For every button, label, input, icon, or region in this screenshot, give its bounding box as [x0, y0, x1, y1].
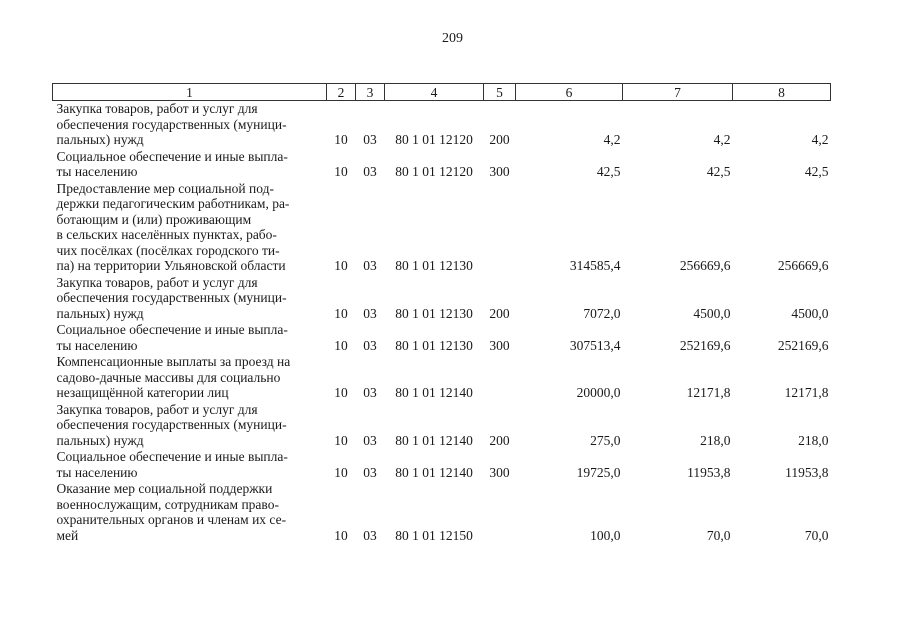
target-article-code: 80 1 01 12120 [395, 132, 473, 147]
row-description-line: Социальное обеспечение и иные выпла- [56, 148, 288, 164]
row-description-line: ты населению [56, 337, 138, 353]
row-description [53, 481, 327, 544]
row-description-line: па) на территории Ульяновской области [56, 258, 286, 273]
table-row [53, 275, 831, 323]
target-article-code: 80 1 01 12130 [395, 305, 473, 321]
expense-type-code [484, 181, 516, 275]
expense-type-code: 300 [489, 464, 510, 480]
amount-col-6: 19725,0 [576, 464, 621, 480]
row-description [53, 275, 327, 323]
row-description-line: Закупка товаров, работ и услуг для [56, 401, 258, 417]
target-article-code: 80 1 01 12130 [395, 258, 473, 273]
section-code: 10 [334, 385, 348, 400]
row-description-line: Закупка товаров, работ и услуг для [56, 101, 258, 116]
expense-type-code: 200 [489, 305, 510, 321]
table-header-row [53, 84, 831, 101]
expense-type-code [484, 481, 516, 544]
section-code: 10 [334, 527, 348, 543]
section-code: 10 [334, 258, 348, 273]
target-article-code: 80 1 01 12120 [395, 164, 473, 179]
amount-col-8: 42,5 [804, 164, 829, 179]
amount-col-8: 12171,8 [784, 385, 829, 400]
row-description-line: незащищённой категории лиц [56, 385, 229, 400]
row-description [53, 181, 327, 275]
row-description-line: держки педагогическим работникам, ра- [56, 196, 290, 211]
table-row [53, 481, 831, 544]
row-description-line: Компенсационные выплаты за проезд на [56, 354, 291, 369]
column-header-1: 1 [53, 84, 327, 101]
table-row [53, 181, 831, 275]
amount-col-7: 256669,6 [679, 258, 731, 273]
subsection-code: 03 [363, 527, 377, 543]
row-description-line: чих посёлках (посёлках городского ти- [56, 242, 280, 258]
amount-col-7: 218,0 [700, 432, 731, 448]
table-row [53, 354, 831, 402]
row-description-line: охранительных органов и членам их се- [56, 512, 287, 527]
subsection-code: 03 [363, 464, 377, 480]
row-description-line: в сельских населённых пунктах, рабо- [56, 227, 277, 242]
expense-type-code: 200 [489, 132, 510, 147]
page-number: 209 [442, 31, 463, 46]
amount-col-7: 4,2 [713, 132, 731, 147]
subsection-code: 03 [363, 385, 377, 400]
row-description [53, 449, 327, 481]
row-description-line: мей [56, 527, 79, 543]
expense-type-code: 300 [489, 337, 510, 353]
row-description [53, 322, 327, 354]
budget-table [52, 83, 831, 544]
table-row [53, 402, 831, 450]
section-code: 10 [334, 432, 348, 448]
row-description-line: ты населению [56, 164, 138, 179]
amount-col-6: 307513,4 [569, 337, 621, 353]
table-row [53, 322, 831, 354]
target-article-code: 80 1 01 12140 [395, 464, 473, 480]
amount-col-6: 7072,0 [583, 305, 621, 321]
expense-type-code: 300 [489, 164, 510, 179]
amount-col-8: 256669,6 [777, 258, 829, 273]
section-code: 10 [334, 305, 348, 321]
subsection-code: 03 [363, 132, 377, 147]
amount-col-7: 252169,6 [679, 337, 731, 353]
row-description-line: пальных) нужд [56, 432, 144, 448]
table-row [53, 149, 831, 181]
target-article-code: 80 1 01 12150 [395, 527, 473, 543]
subsection-code: 03 [363, 432, 377, 448]
row-description-line: Предоставление мер социальной под- [56, 180, 274, 196]
expense-type-code [484, 354, 516, 402]
row-description-line: ты населению [56, 464, 138, 480]
column-header-3: 3 [356, 84, 385, 101]
target-article-code: 80 1 01 12140 [395, 432, 473, 448]
amount-col-7: 12171,8 [686, 385, 731, 400]
amount-col-8: 4,2 [811, 132, 829, 147]
row-description-line: Социальное обеспечение и иные выпла- [56, 449, 288, 464]
column-header-7: 7 [623, 84, 733, 101]
row-description [53, 354, 327, 402]
expense-type-code: 200 [489, 432, 510, 448]
subsection-code: 03 [363, 164, 377, 179]
row-description-line: садово-дачные массивы для социально [56, 369, 281, 385]
table-row [53, 449, 831, 481]
row-description-line: военнослужащим, сотрудникам право- [56, 496, 279, 512]
amount-col-7: 70,0 [706, 527, 731, 543]
column-header-5: 5 [484, 84, 516, 101]
amount-col-6: 275,0 [590, 432, 621, 448]
target-article-code: 80 1 01 12140 [395, 385, 473, 400]
row-description-line: обеспечения государственных (муници- [56, 116, 287, 132]
amount-col-8: 70,0 [804, 527, 829, 543]
row-description [53, 149, 327, 181]
section-code: 10 [334, 337, 348, 353]
section-code: 10 [334, 464, 348, 480]
column-header-6: 6 [516, 84, 623, 101]
amount-col-7: 42,5 [706, 164, 731, 179]
target-article-code: 80 1 01 12130 [395, 337, 473, 353]
column-header-4: 4 [385, 84, 484, 101]
amount-col-6: 4,2 [603, 132, 621, 147]
amount-col-8: 4500,0 [791, 305, 829, 321]
row-description-line: Оказание мер социальной поддержки [56, 481, 273, 496]
row-description-line: обеспечения государственных (муници- [56, 417, 287, 432]
amount-col-6: 20000,0 [576, 385, 621, 400]
subsection-code: 03 [363, 305, 377, 321]
row-description-line: Социальное обеспечение и иные выпла- [56, 322, 288, 337]
amount-col-6: 100,0 [590, 527, 621, 543]
row-description-line: Закупка товаров, работ и услуг для [56, 274, 258, 290]
amount-col-8: 252169,6 [777, 337, 829, 353]
row-description [53, 101, 327, 149]
table-row [53, 101, 831, 149]
row-description-line: ботающим и (или) проживающим [56, 211, 252, 227]
amount-col-6: 314585,4 [569, 258, 621, 273]
table-body [53, 101, 831, 545]
amount-col-7: 11953,8 [687, 464, 731, 480]
amount-col-8: 11953,8 [785, 464, 829, 480]
row-description [53, 402, 327, 450]
amount-col-8: 218,0 [798, 432, 829, 448]
section-code: 10 [334, 132, 348, 147]
subsection-code: 03 [363, 337, 377, 353]
subsection-code: 03 [363, 258, 377, 273]
row-description-line: пальных) нужд [56, 132, 144, 147]
column-header-8: 8 [733, 84, 831, 101]
section-code: 10 [334, 164, 348, 179]
amount-col-6: 42,5 [596, 164, 621, 179]
column-header-2: 2 [327, 84, 356, 101]
row-description-line: обеспечения государственных (муници- [56, 290, 287, 305]
amount-col-7: 4500,0 [693, 305, 731, 321]
row-description-line: пальных) нужд [56, 305, 144, 321]
